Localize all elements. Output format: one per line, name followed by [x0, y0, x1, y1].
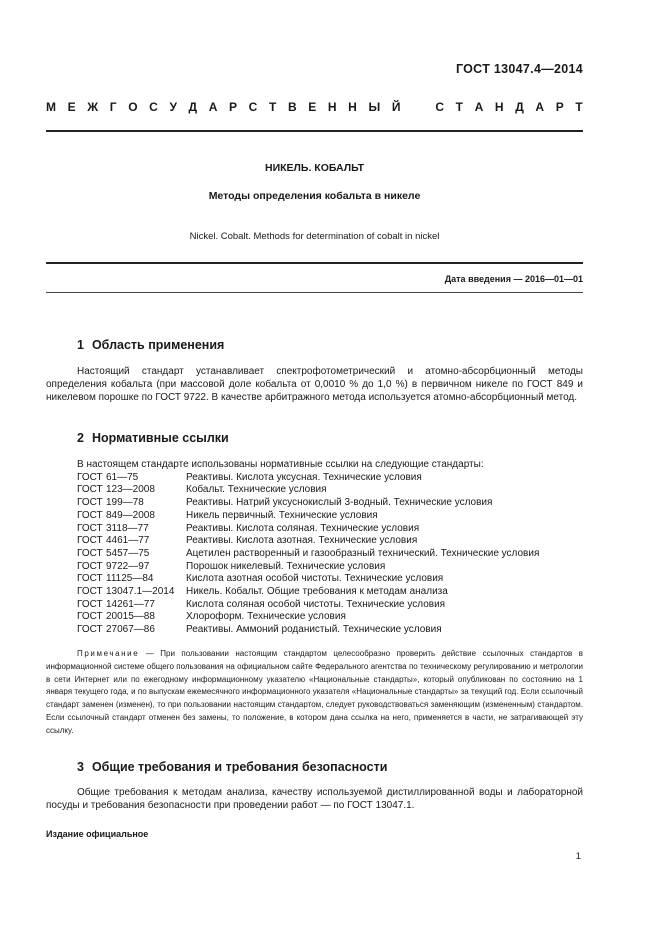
- references-note: [46, 648, 583, 738]
- reference-item: [77, 510, 583, 523]
- reference-number: 27067—86: [106, 624, 155, 636]
- heading-letter: Н: [327, 100, 337, 114]
- reference-item: [77, 599, 583, 612]
- heading-letter: Т: [575, 100, 583, 114]
- heading-letter: Е: [67, 100, 76, 114]
- reference-title: Реактивы. Кислота соляная. Технические условия: [186, 522, 420, 534]
- reference-prefix: ГОСТ: [77, 573, 103, 585]
- heading-letter: М: [46, 100, 56, 114]
- heading-letter: Н: [494, 100, 504, 114]
- english-title: Nickel. Cobalt. Methods for determination of cobalt in nickel: [189, 231, 440, 242]
- reference-item: [77, 497, 583, 510]
- reference-prefix: ГОСТ: [77, 547, 103, 559]
- section-2-heading: [77, 431, 229, 445]
- heading-letter: В: [287, 100, 297, 114]
- reference-number: 11125—84: [106, 573, 154, 585]
- reference-number: 3118—77: [106, 522, 149, 534]
- section-title: Общие требования и требования безопасности: [91, 760, 388, 774]
- heading-letter: А: [535, 100, 545, 114]
- reference-number: 123—2008: [106, 484, 155, 496]
- reference-prefix: ГОСТ: [77, 535, 103, 547]
- reference-item: [77, 561, 583, 574]
- section-1-heading: [77, 338, 224, 352]
- reference-title: Порошок никелевый. Технические условия: [186, 560, 386, 572]
- reference-item: [77, 573, 583, 586]
- heading-letter: С: [435, 100, 445, 114]
- heading-letter: А: [474, 100, 484, 114]
- title-rule: [46, 262, 583, 264]
- heading-letter: О: [128, 100, 138, 114]
- date-rule: [46, 292, 583, 293]
- reference-prefix: ГОСТ: [77, 598, 103, 610]
- heading-letter: Д: [515, 100, 524, 114]
- reference-prefix: ГОСТ: [77, 497, 103, 509]
- reference-number: 61—75: [106, 471, 139, 483]
- reference-title: Кобальт. Технические условия: [186, 484, 327, 496]
- reference-prefix: ГОСТ: [77, 624, 103, 636]
- reference-item: [77, 586, 583, 599]
- heading-letter: Р: [555, 100, 564, 114]
- heading-letter: Ж: [87, 100, 99, 114]
- heading-letter: С: [149, 100, 158, 114]
- heading-letter: Р: [229, 100, 238, 114]
- reference-prefix: ГОСТ: [77, 471, 103, 483]
- heading-letter: Н: [348, 100, 357, 114]
- reference-prefix: ГОСТ: [77, 509, 103, 521]
- heading-letter: С: [248, 100, 258, 114]
- section-3-text: Общие требования к методам анализа, качеству используемой дистиллированной воды и лабораторной посуды и требования безопасности при проведении работ — по ГОСТ 13047.1.: [46, 787, 583, 811]
- heading-letter: Г: [109, 100, 117, 114]
- reference-item: [77, 472, 583, 485]
- document-title: НИКЕЛЬ. КОБАЛЬТ: [265, 162, 364, 174]
- page-number: 1: [575, 851, 581, 862]
- references-list: [77, 461, 583, 637]
- section-number: 3: [77, 760, 84, 774]
- reference-number: 9722—97: [106, 560, 150, 572]
- section-title: Область применения: [91, 338, 225, 352]
- note-label: Примечание: [77, 649, 140, 658]
- heading-letter: Е: [308, 100, 317, 114]
- reference-number: 14261—77: [106, 598, 155, 610]
- section-number: 1: [77, 338, 84, 352]
- reference-prefix: ГОСТ: [77, 484, 103, 496]
- heading-letter: А: [208, 100, 218, 114]
- introduction-date: Дата введения — 2016—01—01: [444, 274, 583, 284]
- section-title: Нормативные ссылки: [91, 431, 229, 445]
- reference-title: Никель. Кобальт. Общие требования к методам анализа: [186, 586, 448, 598]
- heading-letter: У: [169, 100, 177, 114]
- top-rule: [46, 130, 583, 132]
- reference-prefix: ГОСТ: [77, 586, 103, 598]
- section-3-heading: [77, 760, 387, 774]
- reference-prefix: ГОСТ: [77, 611, 103, 623]
- references-intro-text: В настоящем стандарте использованы нормативные ссылки на следующие стандарты:: [77, 459, 484, 470]
- standard-type-heading: [46, 100, 583, 114]
- section-1-text: Настоящий стандарт устанавливает спектрофотометрический и атомно-абсорбционный методы определения кобальта (при массовой доле кобальта от 0,0010 % до 1,0 %) в первичном никеле по ГОСТ 849 и никелевом порошке по ГОСТ 9722. В качестве арбитражного метода используется атомно-абсорбционный метод.: [46, 366, 583, 403]
- reference-number: 20015—88: [106, 611, 155, 623]
- edition-label: Издание официальное: [46, 829, 149, 839]
- reference-prefix: ГОСТ: [77, 522, 103, 534]
- reference-item: [77, 611, 583, 624]
- reference-title: Реактивы. Натрий уксуснокислый 3-водный. Технические условия: [186, 497, 493, 509]
- reference-title: Кислота соляная особой чистоты. Технические условия: [186, 598, 446, 610]
- reference-title: Реактивы. Кислота уксусная. Технические условия: [186, 471, 422, 483]
- references-intro: [77, 459, 583, 472]
- reference-number: 849—2008: [106, 509, 155, 521]
- heading-letter: Т: [455, 100, 463, 114]
- heading-letter: Ы: [368, 100, 381, 114]
- reference-title: Реактивы. Аммоний роданистый. Технические условия: [186, 624, 442, 636]
- reference-item: [77, 484, 583, 497]
- reference-item: [77, 624, 583, 637]
- reference-title: Никель первичный. Технические условия: [186, 509, 378, 521]
- section-number: 2: [77, 431, 84, 445]
- reference-prefix: ГОСТ: [77, 560, 103, 572]
- heading-letter: Д: [188, 100, 198, 114]
- document-subtitle: Методы определения кобальта в никеле: [208, 190, 421, 202]
- reference-number: 199—78: [106, 497, 144, 509]
- reference-item: [77, 523, 583, 536]
- reference-number: 13047.1—2014: [106, 586, 175, 598]
- heading-letter: Т: [268, 100, 277, 114]
- note-text: — При пользовании настоящим стандартом целесообразно проверить действие ссылочных стандартов в информационной системе общего пользования на официальном сайте Федерального агентства по техническому регулированию и метрологии в сети Интернет или по ежегодному информационному указателю «Национальные стандарты», который опубликован по состоянию на 1 января текущего года, и по выпускам ежемесячного информационного указателя «Национальные стандарты» за текущий год. Если ссылочный стандарт заменен (изменен), то при пользовании настоящим стандартом, следует руководствоваться заменяющим (измененным) стандартом. Если ссылочный стандарт отменен без замены, то положение, в котором дана ссылка на него, применяется в части, не затрагивающей эту ссылку.: [46, 649, 583, 735]
- reference-title: Хлороформ. Технические условия: [186, 611, 346, 623]
- reference-number: 4461—77: [106, 535, 150, 547]
- heading-letter: Й: [391, 100, 401, 114]
- reference-item: [77, 535, 583, 548]
- reference-title: Реактивы. Кислота азотная. Технические условия: [186, 535, 418, 547]
- reference-title: Кислота азотная особой чистоты. Технические условия: [186, 573, 444, 585]
- reference-item: [77, 548, 583, 561]
- document-code: ГОСТ 13047.4—2014: [455, 62, 583, 76]
- reference-number: 5457—75: [106, 547, 150, 559]
- reference-title: Ацетилен растворенный и газообразный технический. Технические условия: [186, 547, 540, 559]
